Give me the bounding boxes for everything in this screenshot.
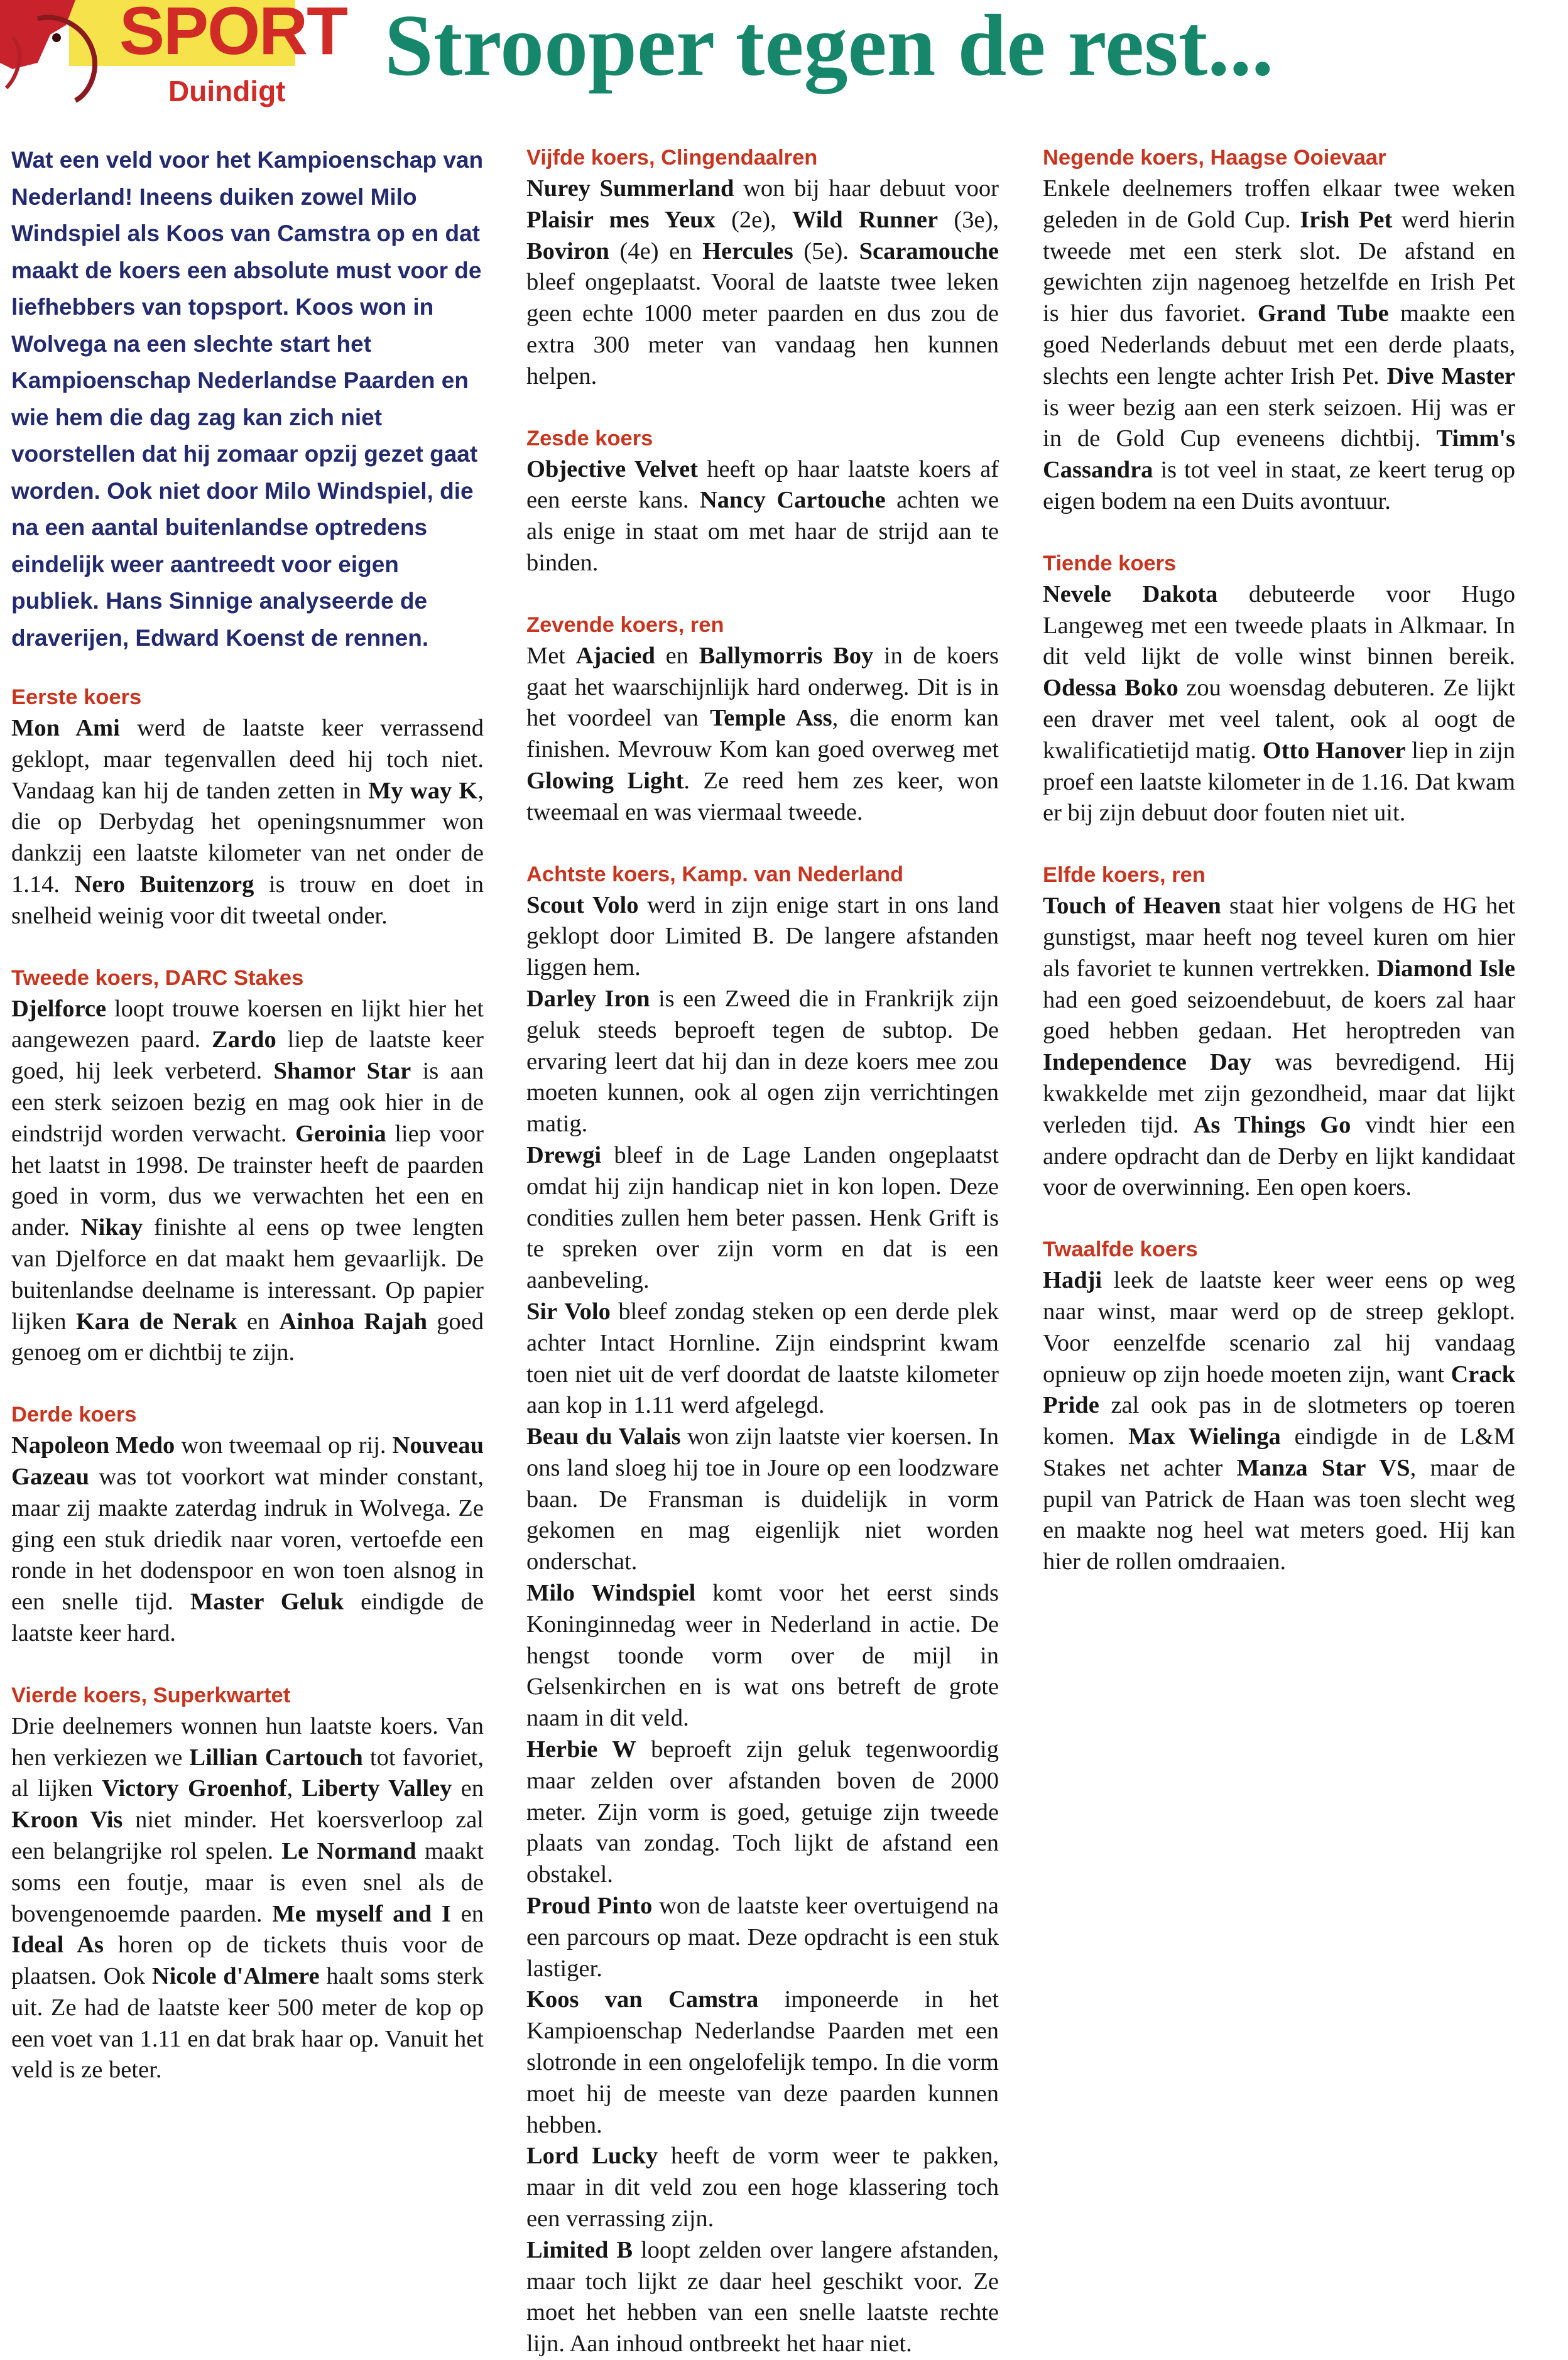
section-paragraph — [1043, 1265, 1515, 1578]
horse-name: Lord Lucky — [526, 2143, 658, 2170]
paragraph-text: , die op Derbydag het openingsnummer won dankzij een laatste kilometer van net onder de 1.14. — [11, 777, 484, 898]
horse-name: Napoleon Medo — [11, 1432, 175, 1459]
paragraph-text: Enkele deelnemers troffen elkaar twee weken geleden in de Gold Cup. — [1043, 175, 1515, 233]
section-paragraph — [526, 1578, 999, 1734]
horse-name: Otto Hanover — [1262, 737, 1406, 764]
section-heading: Negende koers, Haagse Ooievaar — [1043, 146, 1386, 170]
paragraph-text: eindigde de laatste keer hard. — [11, 1589, 484, 1646]
section-eerste-koers — [11, 682, 484, 932]
section-paragraph — [526, 1891, 999, 1984]
paragraph-text: tot favoriet, al lijken — [11, 1744, 484, 1802]
horse-name: Nouveau Gazeau — [11, 1432, 484, 1490]
paragraph-text: is weer bezig aan een sterk seizoen. Hij was er in de Gold Cup eveneens dichtbij. — [1043, 394, 1515, 452]
logo-subtitle: Duindigt — [168, 75, 286, 107]
paragraph-text: niet minder. Het koersverloop zal een belangrijke rol spelen. — [11, 1807, 484, 1864]
paragraph-text: heeft op haar laatste koers af een eerste kans. — [526, 455, 999, 514]
paragraph-text: achten we als enige in staat om met haar de strijd aan te binden. — [526, 487, 999, 576]
horse-name: Glowing Light — [526, 767, 684, 794]
section-paragraph — [526, 2235, 999, 2360]
paragraph-text: maakte een goed Nederlands debuut met een derde plaats, slechts een lengte achter Irish Pet. — [1043, 300, 1515, 389]
horse-name: Kara de Nerak — [75, 1308, 237, 1335]
horse-name: Koos van Camstra — [526, 1986, 759, 2013]
section-heading: Eerste koers — [11, 685, 142, 709]
horse-name: Dive Master — [1386, 362, 1515, 389]
section-paragraph — [11, 994, 484, 1369]
paragraph-text: loopt zelden over langere afstanden, maar toch lijkt ze daar heel geschikt voor. Ze moet het hebben van een snelle laatste rechte lijn. Aan inhoud ontbreekt het haar niet. — [526, 2236, 999, 2357]
horse-name: Nevele Dakota — [1043, 580, 1218, 607]
horse-name: Milo Windspiel — [526, 1580, 696, 1607]
paragraph-text: maakt soms een foutje, maar is even snel als de bovengenoemde paarden. — [11, 1837, 484, 1927]
horse-name: Me myself and I — [272, 1900, 451, 1927]
horse-name: Master Geluk — [190, 1589, 344, 1616]
horse-name: Wild Runner — [792, 206, 939, 233]
section-heading: Twaalfde koers — [1043, 1237, 1198, 1262]
section-heading: Elfde koers, ren — [1043, 863, 1206, 888]
paragraph-text: Drie deelnemers wonnen hun laatste koers. Van hen verkiezen we — [11, 1712, 484, 1771]
paragraph-text: (4e) en — [609, 237, 703, 264]
horse-name: Diamond Isle — [1376, 955, 1515, 982]
paragraph-text: komt voor het eerst sinds Koninginnedag weer in Nederland in actie. De hengst toonde vorm over de mijl in Gelsenkirchen en is wat ons betreft de grote naam in dit veld. — [526, 1580, 999, 1732]
paragraph-text: en — [655, 642, 699, 669]
paragraph-text: imponeerde in het Kampioenschap Nederlandse Paarden met een slotronde in een ongelofelijk tempo. In die vorm moet hij de meeste van deze paarden kunnen hebben. — [526, 1986, 999, 2138]
paragraph-text: was tot voorkort wat minder constant, maar zij maakte zaterdag indruk in Wolvega. Ze ging een stuk driedik naar voren, vertoefde een ronde in het dodenspoor en won toen alsnog in een snelle tijd. — [11, 1463, 484, 1616]
paragraph-text: (2e), — [715, 206, 792, 233]
horse-name: Manza Star VS — [1236, 1454, 1410, 1481]
horse-name: Darley Iron — [526, 985, 650, 1012]
paragraph-text: is aan een sterk seizoen bezig en mag ook hier in de eindstrijd worden verwacht. — [11, 1058, 484, 1147]
horse-name: Max Wielinga — [1128, 1423, 1281, 1450]
paragraph-text: bleef in de Lage Landen ongeplaatst omdat hij zijn handicap niet in kon lopen. Deze condities zullen hem beter passen. Henk Grift is te spreken over zijn vorm en dat is een aanbeveling. — [526, 1141, 999, 1294]
paragraph-text: leek de laatste keer weer eens op weg naar winst, maar werd op de streep geklopt. Voor eenzelfde scenario zal hij vandaag opnieuw op zijn hoede moeten zijn, want — [1043, 1267, 1515, 1388]
horse-name: Zardo — [212, 1026, 276, 1053]
section-paragraph — [526, 1734, 999, 1891]
section-paragraph — [526, 641, 999, 829]
horse-name: Nancy Cartouche — [700, 487, 886, 514]
horse-name: Nicole d'Almere — [151, 1963, 320, 1990]
paragraph-text: finishte al eens op twee lengten van Djelforce en dat maakt hem gevaarlijk. De buitenlandse deelname is interessant. Op papier lijken — [11, 1214, 484, 1335]
horse-name: Limited B — [526, 2236, 633, 2263]
section-paragraph — [11, 1430, 484, 1650]
paragraph-text: vindt hier een andere opdracht dan de Derby en lijkt kandidaat voor de overwinning. Een open koers. — [1043, 1111, 1515, 1201]
horse-name: Ainhoa Rajah — [279, 1308, 427, 1335]
horse-name: Beau du Valais — [526, 1423, 681, 1450]
horse-name: Nurey Summerland — [526, 175, 734, 202]
horse-name: Liberty Valley — [302, 1775, 452, 1802]
paragraph-text: eindigde in de L&M Stakes net achter — [1043, 1423, 1515, 1481]
column-1 — [11, 142, 484, 2133]
horse-name: Irish Pet — [1300, 206, 1393, 233]
paragraph-text: won zijn laatste vier koersen. In ons land sloeg hij toe in Joure op een loodzware baan. De Fransman is duidelijk in vorm gekomen en mag eigenlijk niet worden onderschat. — [526, 1423, 999, 1575]
paragraph-text: Met — [526, 642, 576, 669]
paragraph-text: loopt trouwe koersen en lijkt hier het aangewezen paard. — [11, 995, 484, 1053]
horse-name: Sir Volo — [526, 1298, 611, 1325]
paragraph-text: zou woensdag debuteren. Ze lijkt een draver met veel talent, ook al oogt de kwalificatietijd matig. — [1043, 675, 1515, 764]
section-heading: Vierde koers, Superkwartet — [11, 1683, 291, 1707]
section-paragraph — [526, 1297, 999, 1422]
horse-name: Hadji — [1043, 1267, 1102, 1294]
section-achtste-koers — [526, 859, 999, 2360]
paragraph-text: won de laatste keer overtuigend na een parcours op maat. Deze opdracht is een stuk lastiger. — [526, 1893, 999, 1982]
horse-name: As Things Go — [1193, 1111, 1351, 1138]
paragraph-text: werd hierin tweede met een sterk slot. De afstand en gewichten zijn nagenoeg hetzelfde en Irish Pet is hier dus favoriet. — [1043, 206, 1516, 327]
horse-name: Scout Volo — [526, 891, 639, 918]
horse-name: Plaisir mes Yeux — [526, 206, 716, 233]
paragraph-text: en — [452, 1775, 484, 1802]
horse-name: Ballymorris Boy — [699, 642, 874, 669]
section-heading: Tweede koers, DARC Stakes — [11, 965, 304, 990]
article-headline: Strooper tegen de rest... — [384, 0, 1274, 94]
section-paragraph — [11, 713, 484, 932]
section-tiende-koers — [1043, 548, 1515, 829]
paragraph-text: is een Zweed die in Frankrijk zijn geluk steeds beproeft tegen de subtop. De ervaring leert dat hij dan in deze koers mee zou moeten kunnen, ook al ogen zijn verrichtingen matig. — [526, 985, 999, 1138]
horse-name: Nero Buitenzorg — [74, 871, 254, 898]
horse-name: Shamor Star — [273, 1058, 411, 1085]
paragraph-text: is trouw en doet in snelheid weinig voor dit tweetal onder. — [11, 871, 484, 929]
horse-name: Ajacied — [575, 642, 655, 669]
horse-name: Mon Ami — [11, 715, 120, 741]
section-heading: Achtste koers, Kamp. van Nederland — [526, 862, 904, 886]
section-paragraph — [526, 984, 999, 1140]
section-zevende-koers — [526, 609, 999, 829]
section-heading: Vijfde koers, Clingendaalren — [526, 146, 818, 170]
horse-name: Independence Day — [1043, 1049, 1252, 1076]
section-vijfde-koers — [526, 142, 999, 393]
paragraph-text: in de koers gaat het waarschijnlijk hard onderweg. Dit is in het voordeel van — [526, 642, 999, 732]
horse-name: Boviron — [526, 237, 609, 264]
paragraph-text: won tweemaal op rij. — [175, 1432, 393, 1459]
logo-title: SPORT — [119, 0, 347, 68]
paragraph-text: (3e), — [938, 206, 999, 233]
section-paragraph — [526, 454, 999, 579]
paragraph-text: bleef zondag steken op een derde plek achter Intact Hornline. Zijn eindsprint kwam toen niet uit de verf doordat de laatste kilometer aan kop in 1.11 werd afgelegd. — [526, 1298, 999, 1419]
section-heading: Zevende koers, ren — [526, 612, 724, 637]
horse-name: Proud Pinto — [526, 1893, 653, 1920]
horse-name: Scaramouche — [859, 237, 999, 264]
section-paragraph — [1043, 579, 1515, 829]
section-twaalfde-koers — [1043, 1234, 1515, 1578]
paragraph-text: en — [450, 1900, 484, 1927]
section-negende-koers — [1043, 142, 1515, 518]
horse-name: Kroon Vis — [11, 1807, 123, 1834]
paragraph-text: is tot veel in staat, ze keert terug op eigen bodem na een Duits avontuur. — [1043, 457, 1515, 514]
column-3 — [1043, 142, 1515, 2133]
horse-name: Herbie W — [526, 1736, 636, 1763]
paragraph-text: won bij haar debuut voor — [734, 175, 999, 202]
horse-name: Touch of Heaven — [1043, 893, 1221, 920]
section-paragraph — [11, 1711, 484, 2087]
section-vierde-koers — [11, 1680, 484, 2087]
paragraph-text: debuteerde voor Hugo Langeweg met een tweede plaats in Alkmaar. In dit veld lijkt de volle winst binnen bereik. — [1043, 580, 1515, 670]
horse-name: Lillian Cartouch — [189, 1744, 363, 1771]
horse-name: Drewgi — [526, 1141, 602, 1168]
paragraph-text: liep in zijn proef een laatste kilometer in de 1.16. Dat kwam er bij zijn debuut door fouten niet uit. — [1043, 737, 1515, 827]
section-paragraph — [1043, 891, 1515, 1204]
paragraph-text: heeft de vorm weer te pakken, maar in dit veld zou een hoge klassering toch een verrassing zijn. — [526, 2143, 999, 2232]
section-elfde-koers — [1043, 859, 1515, 1204]
paragraph-text: , — [286, 1775, 302, 1802]
paragraph-text: . Ze reed hem zes keer, won tweemaal en was viermaal tweede. — [526, 767, 999, 825]
horse-name: Temple Ass — [710, 705, 832, 732]
horse-name: Grand Tube — [1257, 300, 1389, 327]
sport-logo — [0, 0, 347, 107]
paragraph-text: liep de laatste keer goed, hij leek verbeterd. — [11, 1026, 484, 1085]
paragraph-text: (5e). — [793, 237, 859, 264]
paragraph-text: staat hier volgens de HG het gunstigst, maar heeft nog teveel kuren om hier als favoriet te kunnen vertrekken. — [1043, 893, 1516, 982]
paragraph-text: , die enorm kan finishen. Mevrouw Kom kan goed overweg met — [526, 705, 999, 763]
section-paragraph — [526, 1422, 999, 1578]
paragraph-text: zal ook pas in de slotmeters op toeren komen. — [1043, 1392, 1515, 1450]
paragraph-text: haalt soms sterk uit. Ze had de laatste keer 500 meter de kop op een voet van 1.11 en dat brak haar op. Vanuit het veld is ze beter. — [11, 1963, 484, 2084]
paragraph-text: horen op de tickets thuis voor de plaatsen. Ook — [11, 1932, 484, 1990]
section-heading: Tiende koers — [1043, 551, 1177, 575]
section-paragraph — [1043, 173, 1515, 518]
horse-name: Nikay — [80, 1214, 143, 1241]
horse-name: Crack Pride — [1043, 1361, 1515, 1419]
section-heading: Zesde koers — [526, 426, 653, 450]
paragraph-text: werd de laatste keer verrassend geklopt, maar tegenvallen deed hij toch niet. Vandaag kan hij de tanden zetten in — [11, 715, 484, 804]
horse-name: Timm's Cassandra — [1043, 425, 1515, 484]
paragraph-text: liep voor het laatst in 1998. De trainster heeft de paarden goed in vorm, dus we verwachten het een en ander. — [11, 1120, 484, 1241]
paragraph-text: had een goed seizoendebuut, de koers zal haar goed hebben gedaan. Het heroptreden van — [1043, 986, 1515, 1045]
paragraph-text: bleef ongeplaatst. Vooral de laatste twee leken geen echte 1000 meter paarden en dus zou de extra 300 meter van vandaag hen kunnen helpen. — [526, 269, 999, 389]
horse-name: Odessa Boko — [1043, 675, 1179, 702]
section-tweede-koers — [11, 962, 484, 1369]
section-paragraph — [526, 173, 999, 393]
section-derde-koers — [11, 1399, 484, 1650]
section-paragraph — [526, 1984, 999, 2141]
paragraph-text: was bevredigend. Hij kwakkelde met zijn gezondheid, maar dat lijkt verleden tijd. — [1043, 1049, 1515, 1138]
paragraph-text: goed genoeg om er dichtbij te zijn. — [11, 1308, 484, 1366]
horse-name: My way K — [368, 777, 478, 804]
horse-name: Geroinia — [295, 1120, 386, 1147]
section-heading: Derde koers — [11, 1403, 137, 1427]
paragraph-text: , maar de pupil van Patrick de Haan was toen slecht weg en maakte nog heel wat meters goed. Hij kan hier de rollen omdraaien. — [1043, 1454, 1515, 1575]
paragraph-text: beproeft zijn geluk tegenwoordig maar zelden over afstanden boven de 2000 meter. Zijn vorm is goed, getuige zijn tweede plaats van zondag. Toch lijkt de afstand een obstakel. — [526, 1736, 999, 1888]
paragraph-text: en — [237, 1308, 280, 1335]
horse-name: Ideal As — [11, 1932, 104, 1959]
section-paragraph — [526, 2141, 999, 2234]
section-zesde-koers — [526, 423, 999, 579]
horse-name: Victory Groenhof — [102, 1775, 287, 1802]
horse-name: Objective Velvet — [526, 455, 699, 482]
horse-name: Djelforce — [11, 995, 107, 1022]
column-2 — [526, 142, 999, 2357]
horse-name: Le Normand — [281, 1837, 416, 1864]
section-paragraph — [526, 890, 999, 984]
intro-paragraph: Wat een veld voor het Kampioenschap van Nederland! Ineens duiken zowel Milo Windspiel als Koos van Camstra op en dat maakt de koers een absolute must voor de liefhebbers van topsport. Koos won in Wolvega na een slechte start het Kampioenschap Nederlandse Paarden en wie hem die dag zag kan zich niet voorstellen dat hij zomaar opzij gezet gaat worden. Ook niet door Milo Windspiel, die na een aantal buitenlandse optredens eindelijk weer aantreedt voor eigen publiek. Hans Sinnige analyseerde de draverijen, Edward Koenst de rennen. — [11, 147, 484, 651]
section-paragraph — [526, 1140, 999, 1297]
horse-name: Hercules — [702, 237, 793, 264]
paragraph-text: werd in zijn enige start in ons land geklopt door Limited B. De langere afstanden liggen hem. — [526, 891, 999, 981]
